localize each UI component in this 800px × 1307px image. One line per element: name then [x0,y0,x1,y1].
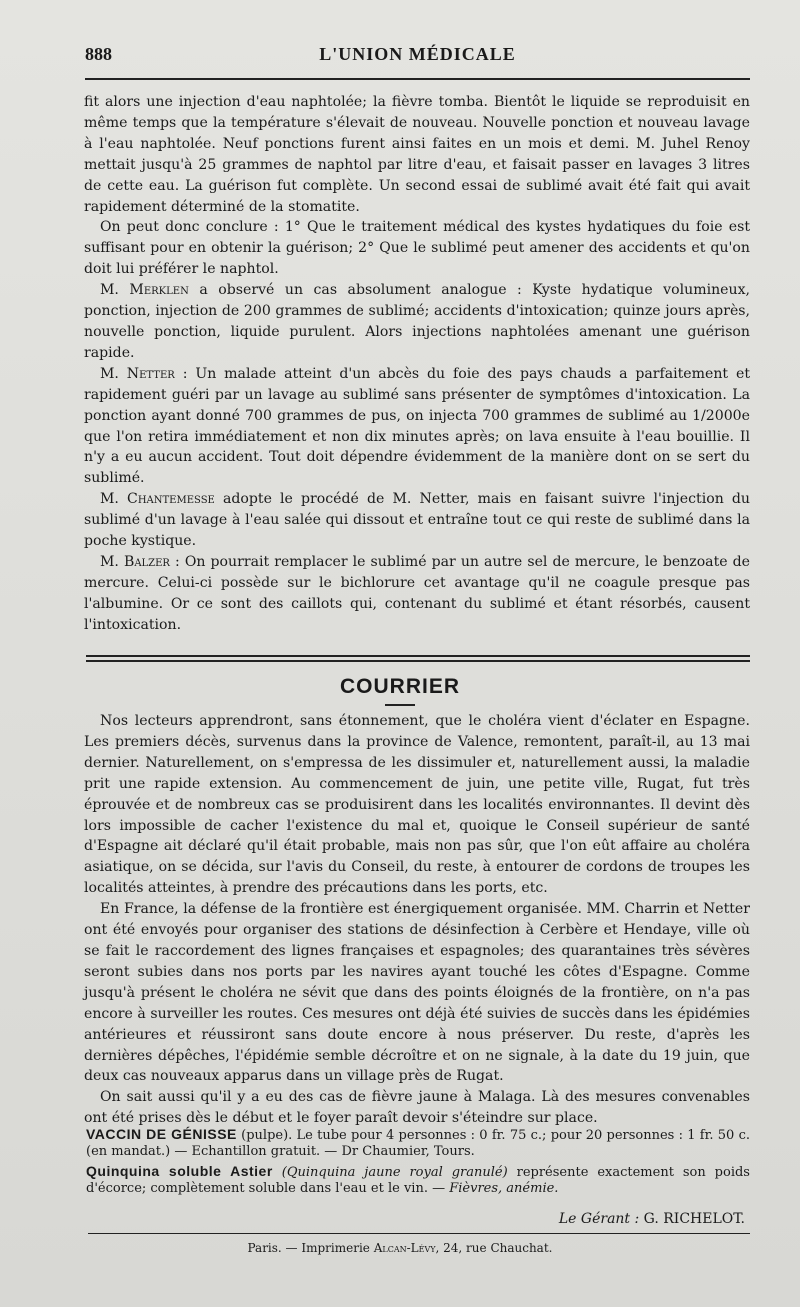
signature-label: Le Gérant : [558,1211,640,1227]
footer-rule [88,1233,750,1234]
quinquina-advert [86,1163,750,1197]
paragraph-text: a observé un cas absolument analogue : Kyste hydatique volumineux, ponction, injection de 200 grammes de sublimé; accidents d'intoxication; quinze jours après, nouvelle ponction, liquide purulent. Alors injections naphtolées amenant une guérison rapide. [84,282,751,361]
speaker-name: M. Merklen [100,282,189,299]
advert-text: représente exactement son poids d'écorce; complètement soluble dans l'eau et le vin. — [86,1165,750,1196]
paragraph-text: : On pourrait remplacer le sublimé par un autre sel de mercure, le benzoate de mercure. Celui-ci possède sur le bichlorure cet avantage qu'il ne coagule presque pas l'albumine. Or ce sont des caillots qui, contenant du sublimé et étant résorbés, causent l'intoxication. [84,553,751,633]
advert-tail: Fièvres, anémie. [449,1181,559,1196]
discussion-section [84,92,750,636]
paragraph [84,364,750,489]
advert-text: (pulpe). Le tube pour 4 personnes : 0 fr. 75 c.; pour 20 personnes : 1 fr. 50 c. (en mandat.) — Echantillon gratuit. — Dr Chaumier, Tours. [86,1128,750,1159]
paragraph-text: adopte le procédé de M. Netter, mais en faisant suivre l'injection du sublimé d'un lavage à l'eau salée qui dissout et entraîne tout ce qui reste de sublimé dans la poche kystique. [84,491,751,550]
signature-name: G. RICHELOT. [639,1211,745,1227]
footer-prefix: Paris. — Imprimerie [247,1241,374,1255]
advert-subtitle: (Quinquina jaune royal granulé) [281,1165,508,1180]
speaker-name: M. Chantemesse [100,491,215,508]
advert-brand: VACCIN DE GÉNISSE [86,1126,237,1142]
footer-suffix: , 24, rue Chauchat. [435,1241,553,1255]
paragraph-text: : Un malade atteint d'un abcès du foie des pays chauds a parfaitement et rapidement guéri par un lavage au sublimé sans présenter de symptômes d'intoxication. La ponction ayant donné 700 grammes de pus, on injecta 700 grammes de sublimé au 1/2000e que l'on retira immédiatement et non dix minutes après; on lava ensuite à l'eau bouillie. Il n'y a eu aucun accident. Tout doit dépendre évidemment de la manière dont on se sert du sublimé. [84,365,750,487]
paragraph: Nos lecteurs apprendront, sans étonnement, que le choléra vient d'éclater en Espagne. Les premiers décès, survenus dans la province de Valence, remontent, paraît-il, au 13 mai dernier. Naturellement, on s'empressa de les dissimuler et, naturellement aussi, la maladie prit une rapide extension. Au commencement de juin, une petite ville, Rugat, fut très éprouvée et de nombreux cas se produisirent dans les localités environnantes. Il devint dès lors impossible de cacher l'existence du mal et, quoique le Conseil supérieur de santé d'Espagne ait déclaré qu'il était probable, mais non pas sûr, que l'on eût affaire au choléra asiatique, on se décida, sur l'avis du Conseil, du reste, à entourer de cordons de troupes les localités atteintes, à prendre des précautions dans les ports, etc. [84,713,750,897]
paragraph [84,552,750,636]
signature [559,1211,745,1227]
printer-name: Alcan-Lévy [373,1241,436,1255]
courrier-section [84,711,750,1129]
section-double-rule-bottom [86,660,750,662]
paragraph: fit alors une injection d'eau naphtolée; la fièvre tomba. Bientôt le liquide se reproduisit en même temps que la température s'élevait de nouveau. Nouvelle ponction et nouveau lavage à l'eau naphtolée. Neuf ponctions furent ainsi faites en un mois et demi. M. Juhel Renoy mettait jusqu'à 25 grammes de naphtol par litre d'eau, et faisait passer en lavages 3 litres de cette eau. La guérison fut complète. Un second essai de sublimé avait été fait qui avait rapidement déterminé de la stomatite. [84,94,750,215]
page-number: 888 [85,44,112,64]
advert-brand: Quinquina soluble Astier [86,1163,273,1179]
page-header [85,44,750,74]
journal-title: L'UNION MÉDICALE [319,44,516,64]
header-rule [85,78,750,80]
speaker-name: M. Netter [100,365,175,382]
section-double-rule-top [86,655,750,657]
paragraph [84,280,750,364]
title-underline [385,704,415,706]
paragraph: On peut donc conclure : 1° Que le traitement médical des kystes hydatiques du foie est suffisant pour en obtenir la guérison; 2° Que le sublimé peut amener des accidents et qu'on doit lui préférer le naphtol. [84,219,750,278]
paragraph: On sait aussi qu'il y a eu des cas de fièvre jaune à Malaga. Là des mesures convenables ont été prises dès le début et le foyer paraît devoir s'éteindre sur place. [84,1089,750,1127]
section-title: COURRIER [339,675,460,698]
printer-footer [0,1241,800,1255]
paragraph: En France, la défense de la frontière est énergiquement organisée. MM. Charrin et Netter ont été envoyés pour organiser des stations de désinfection à Cerbère et Hendaye, ville où se fait le raccordement des lignes françaises et espagnoles; des quarantaines très sévères seront subies dans nos ports par les navires ayant touché les côtes d'Espagne. Comme jusqu'à présent le choléra ne sévit que dans des points éloignés de la frontière, on n'a pas encore à surveiller les routes. Ces mesures ont déjà été suivies de succès dans les épidémies antérieures et réussiront sans doute encore à nous préserver. Du reste, d'après les dernières dépêches, l'épidémie semble décroître et on ne signale, à la date du 19 juin, que deux cas nouveaux apparus dans un village près de Rugat. [84,901,750,1085]
paragraph [84,489,750,552]
vaccin-advert [86,1126,750,1160]
speaker-name: M. Balzer [100,553,170,570]
